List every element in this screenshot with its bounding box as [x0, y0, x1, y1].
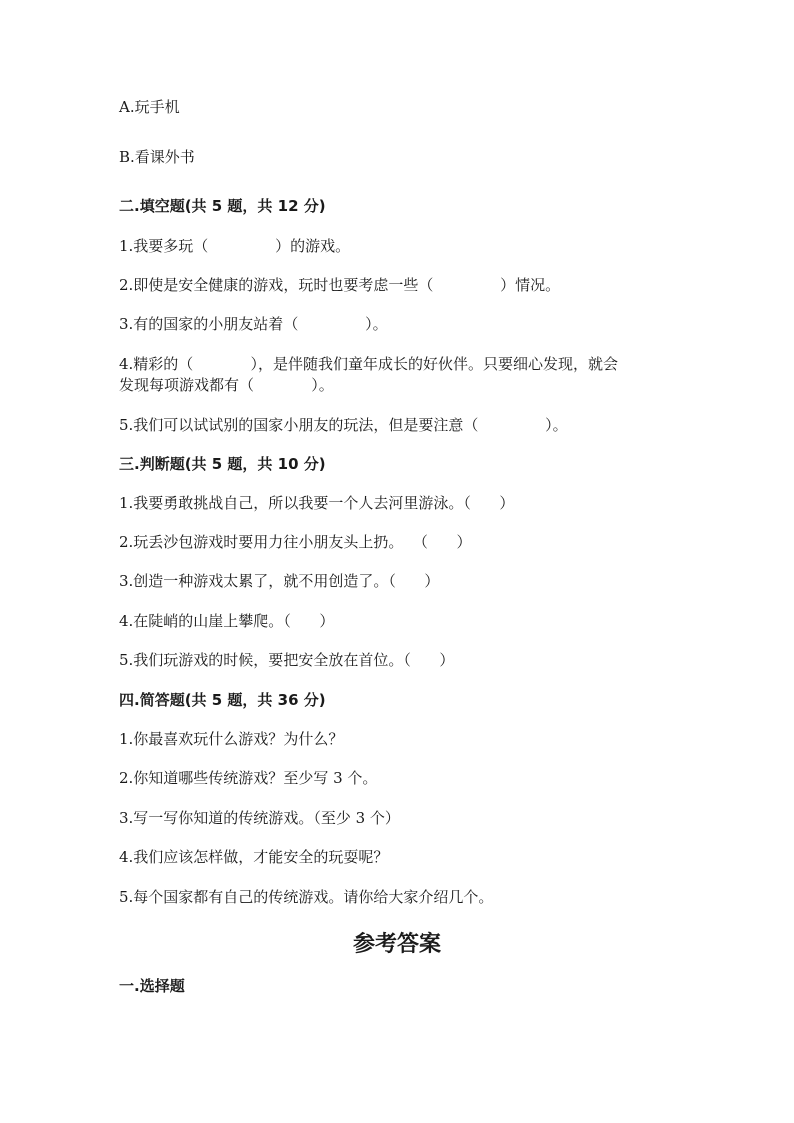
- short-answer-question-1: 1.你最喜欢玩什么游戏？为什么？: [119, 730, 344, 748]
- section-heading-fill-blank: 二.填空题(共 5 题，共 12 分): [119, 197, 326, 215]
- section-heading-short-answer: 四.简答题(共 5 题，共 36 分): [119, 691, 326, 709]
- short-answer-question-5: 5.每个国家都有自己的传统游戏。请你给大家介绍几个。: [119, 888, 494, 906]
- answers-section-heading-choice: 一.选择题: [119, 977, 185, 995]
- short-answer-question-3: 3.写一写你知道的传统游戏。（至少 3 个）: [119, 809, 400, 827]
- fill-blank-question-5: 5.我们可以试试别的国家小朋友的玩法，但是要注意（ ）。: [119, 416, 568, 434]
- section-heading-true-false: 三.判断题(共 5 题，共 10 分): [119, 455, 326, 473]
- short-answer-question-4: 4.我们应该怎样做，才能安全的玩耍呢？: [119, 848, 389, 866]
- option-a: A.玩手机: [119, 98, 180, 116]
- true-false-question-3: 3.创造一种游戏太累了，就不用创造了。（ ）: [119, 572, 440, 590]
- fill-blank-question-4-line2: 发现每项游戏都有（ ）。: [119, 376, 334, 394]
- fill-blank-question-3: 3.有的国家的小朋友站着（ ）。: [119, 315, 388, 333]
- true-false-question-1: 1.我要勇敢挑战自己，所以我要一个人去河里游泳。（ ）: [119, 494, 515, 512]
- true-false-question-4: 4.在陡峭的山崖上攀爬。（ ）: [119, 612, 335, 630]
- fill-blank-question-1: 1.我要多玩（ ）的游戏。: [119, 237, 351, 255]
- short-answer-question-2: 2.你知道哪些传统游戏？至少写 3 个。: [119, 769, 378, 787]
- answers-title: 参考答案: [352, 931, 441, 957]
- true-false-question-2: 2.玩丢沙包游戏时要用力往小朋友头上扔。 （ ）: [119, 533, 472, 551]
- fill-blank-question-4-line1: 4.精彩的（ ），是伴随我们童年成长的好伙伴。只要细心发现，就会: [119, 355, 619, 373]
- true-false-question-5: 5.我们玩游戏的时候，要把安全放在首位。（ ）: [119, 651, 455, 669]
- option-b: B.看课外书: [119, 148, 195, 166]
- fill-blank-question-2: 2.即使是安全健康的游戏，玩时也要考虑一些（ ）情况。: [119, 276, 561, 294]
